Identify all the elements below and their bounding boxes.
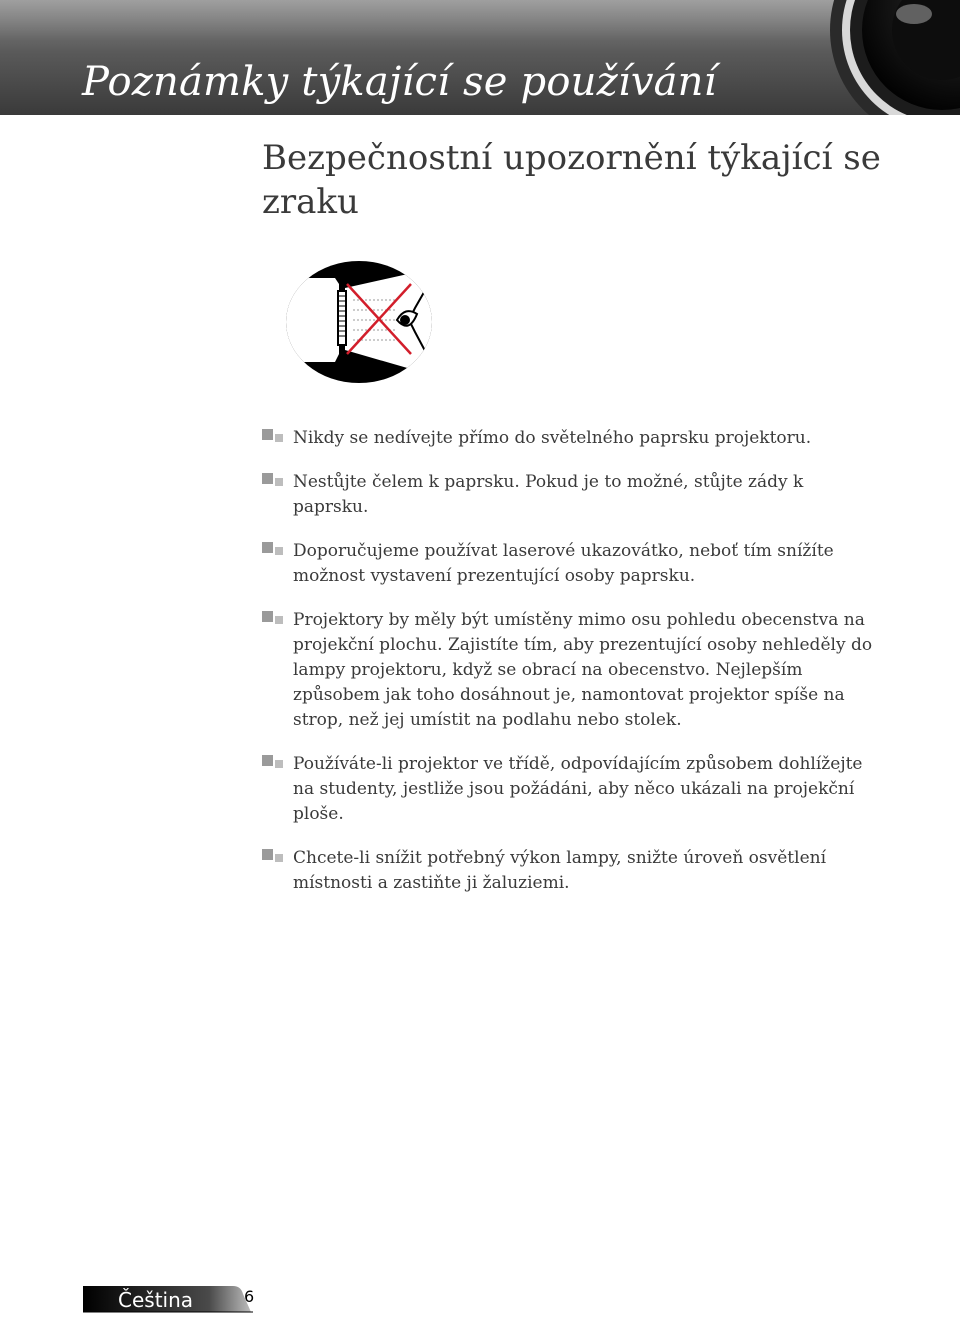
- do-not-look-into-beam-icon: [283, 258, 435, 386]
- footer-language: Čeština: [118, 1288, 194, 1312]
- list-item: [262, 608, 882, 733]
- header-band: [0, 0, 960, 115]
- section-title: Bezpečnostní upozornění týkající se zraku: [262, 138, 881, 222]
- bullet-text: Používáte-li projektor ve třídě, odpovídajícím způsobem dohlížejte na studenty, jestliže jsou požádáni, aby něco ukázali na projekční ploše.: [293, 754, 863, 824]
- projector-lens-icon: [822, 0, 960, 115]
- bullet-text: Nestůjte čelem k paprsku. Pokud je to možné, stůjte zády k paprsku.: [293, 472, 804, 517]
- bullet-text: Chcete-li snížit potřebný výkon lampy, snižte úroveň osvětlení místnosti a zastiňte ji žaluziemi.: [293, 848, 827, 893]
- bullet-text: Projektory by měly být umístěny mimo osu pohledu obecenstva na projekční plochu. Zajistíte tím, aby prezentující osoby nehleděly do lampy projektoru, když se obrací na obecenstvo. Nejlepším způsobem jak toho dosáhnout je, namontovat projektor spíše na strop, než jej umístit na podlahu nebo stolek.: [293, 610, 873, 730]
- double-square-bullet-icon: [262, 849, 286, 865]
- list-item: [262, 539, 882, 589]
- double-square-bullet-icon: [262, 429, 286, 445]
- double-square-bullet-icon: [262, 542, 286, 558]
- list-item: [262, 470, 882, 520]
- double-square-bullet-icon: [262, 473, 286, 489]
- bullet-text: Nikdy se nedívejte přímo do světelného paprsku projektoru.: [293, 428, 812, 448]
- page-title: Poznámky týkající se používání: [82, 59, 717, 105]
- bullet-list: [262, 426, 882, 915]
- list-item: [262, 752, 882, 827]
- double-square-bullet-icon: [262, 755, 286, 771]
- header-shine: [0, 0, 960, 40]
- page-number: 6: [244, 1287, 255, 1306]
- double-square-bullet-icon: [262, 611, 286, 627]
- bullet-text: Doporučujeme používat laserové ukazovátko, neboť tím snížíte možnost vystavení prezentující osoby paprsku.: [293, 541, 834, 586]
- list-item: [262, 426, 882, 451]
- list-item: [262, 846, 882, 896]
